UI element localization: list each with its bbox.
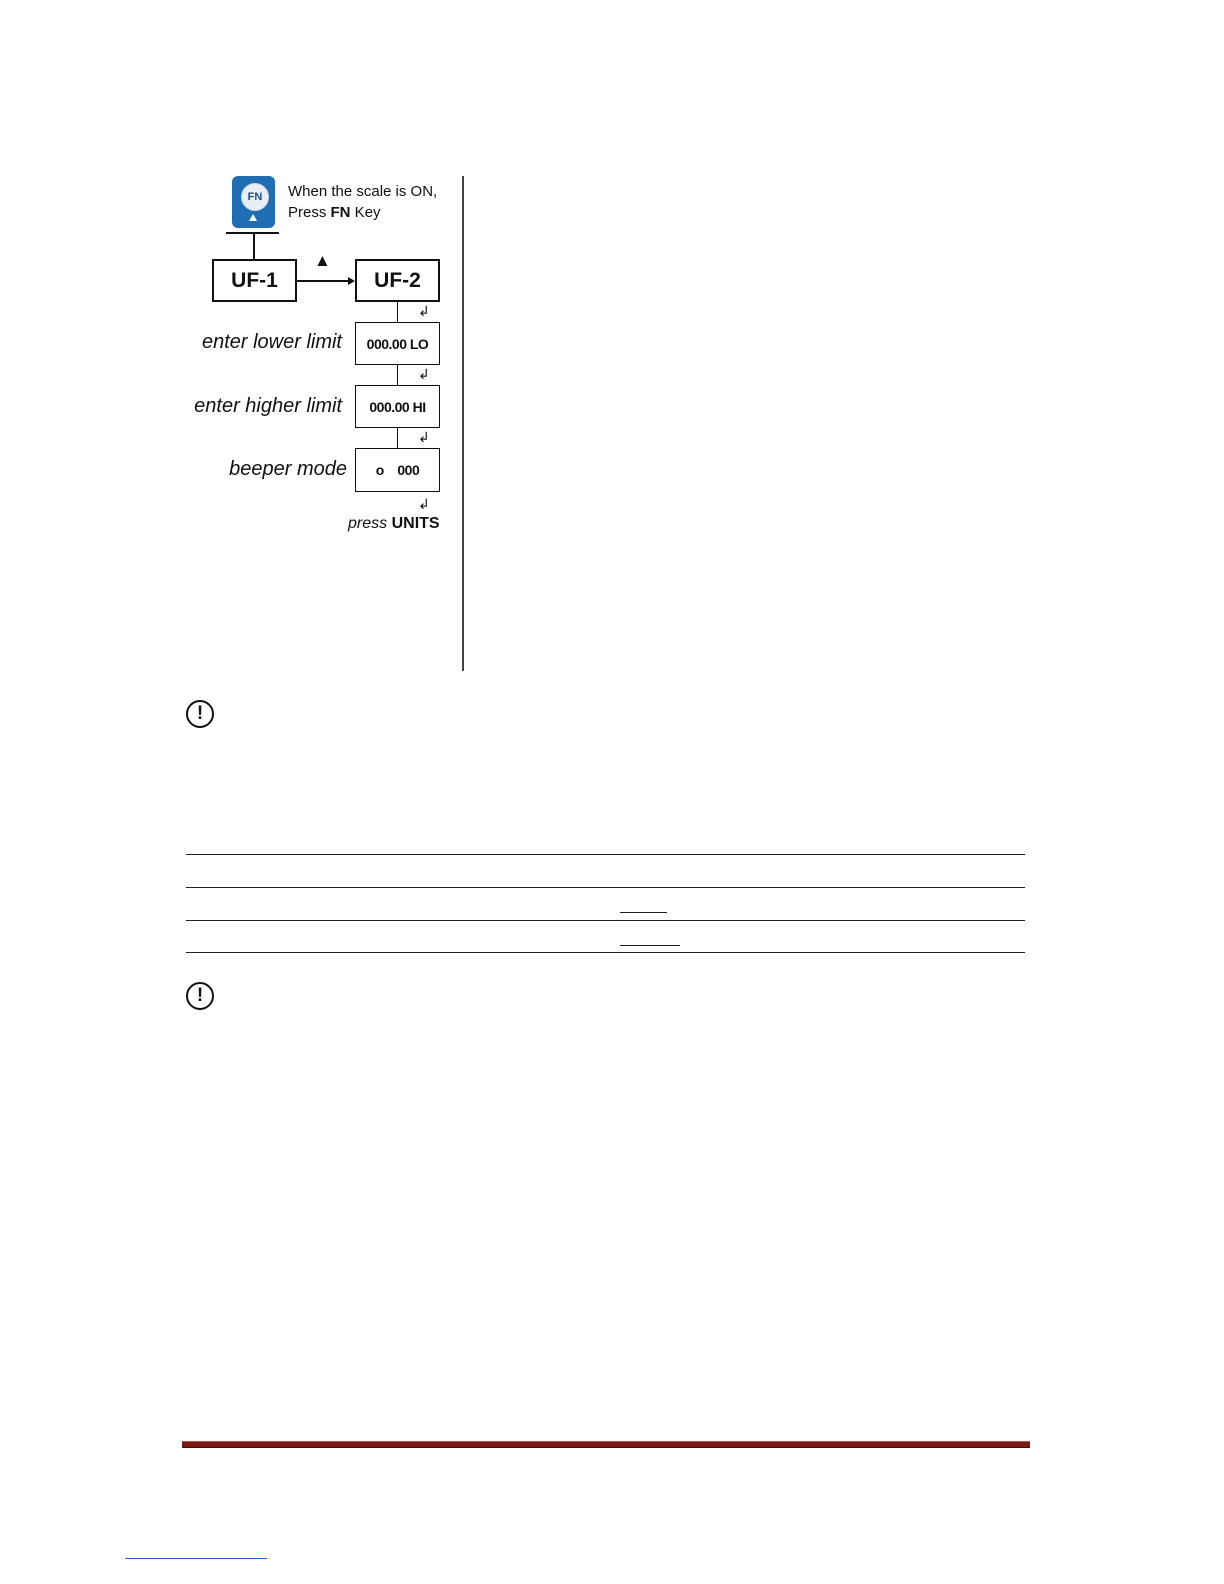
arrowhead-icon [348,277,355,285]
instruction-line-2: Press FN Key [288,204,381,221]
uf2-box: UF-2 [355,259,440,302]
enter-icon: ↲ [418,496,430,512]
table-row-rule [186,920,1025,921]
connector-higher-beeper [397,428,399,448]
fn-key-label: FN [241,183,269,211]
cell-underline [620,945,680,946]
enter-icon: ↲ [418,366,430,382]
lower-limit-display: 000.00 LO [355,322,440,365]
step-label-beeper: beeper mode [229,458,347,480]
enter-icon: ↲ [418,303,430,319]
notice-exclamation-icon: ! [186,982,214,1010]
instruction-line-1: When the scale is ON, [288,183,438,200]
table-top-rule [186,854,1025,855]
cell-underline [620,912,667,913]
notice-exclamation-icon: ! [186,700,214,728]
up-triangle-icon: ▲ [314,251,331,270]
press-units-text: press UNITS [348,515,440,532]
column-divider [462,176,464,671]
step-label-higher: enter higher limit [194,395,342,417]
beeper-mode-display: o 000 [355,448,440,492]
key-to-uf1-connector [253,232,255,259]
connector-uf2-lower [397,302,399,322]
instruction-text [288,181,437,223]
fn-key-icon [232,176,275,228]
uf1-box: UF-1 [212,259,297,302]
table-row-rule [186,887,1025,888]
step-label-lower: enter lower limit [201,331,342,353]
enter-icon: ↲ [418,429,430,445]
fn-key-up-arrow-icon [249,214,257,221]
higher-limit-display: 000.00 HI [355,385,440,428]
footer-bar [182,1441,1030,1448]
table-bottom-rule [186,952,1025,953]
connector-lower-higher [397,365,399,385]
footer-link-underline[interactable] [125,1558,267,1559]
uf1-to-uf2-arrow [297,280,349,282]
